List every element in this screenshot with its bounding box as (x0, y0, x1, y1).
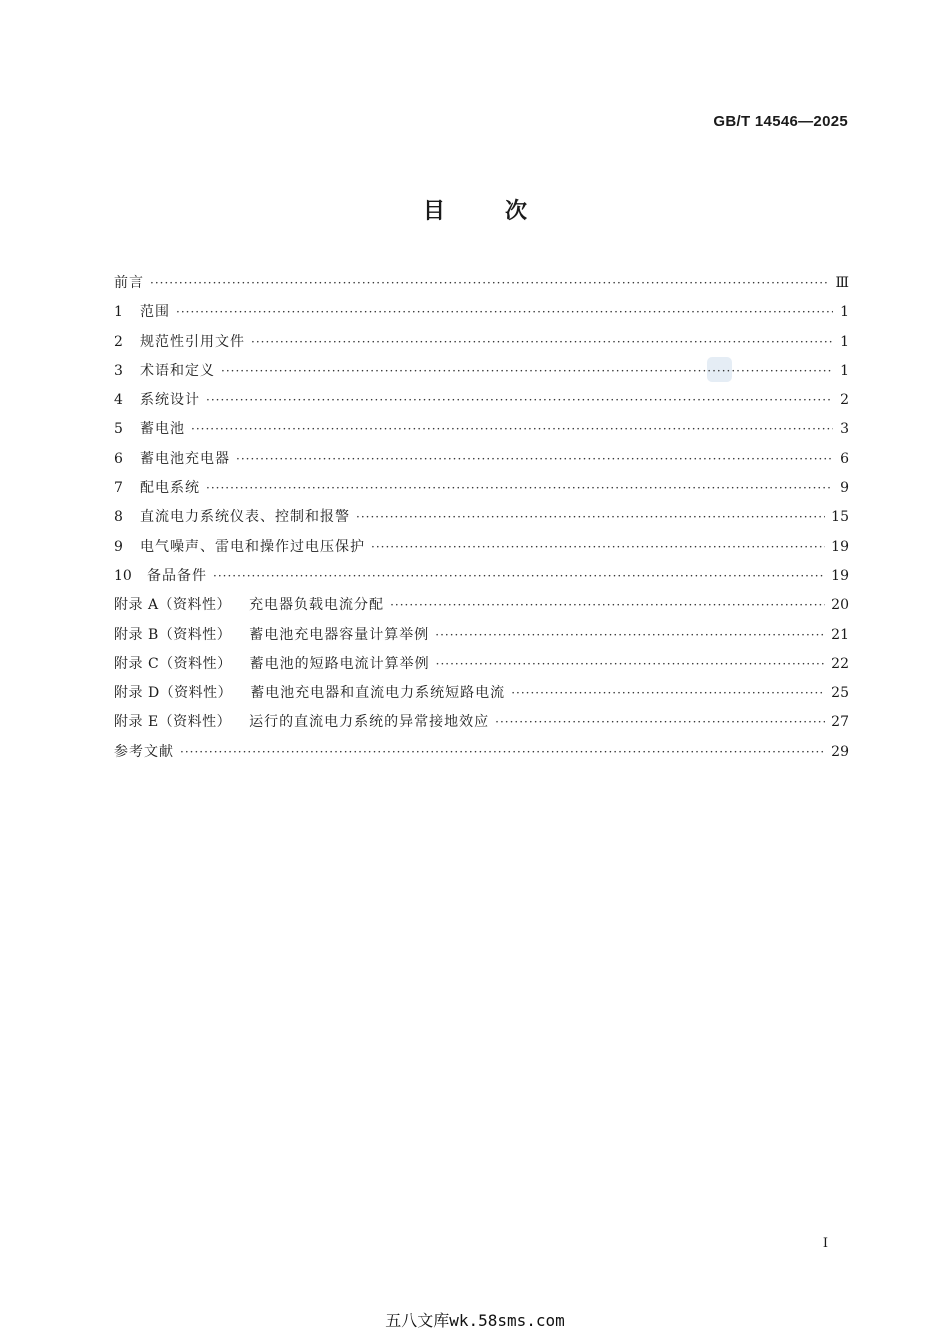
toc-entry-page: 29 (831, 743, 849, 760)
toc-dot-leader (180, 745, 825, 759)
toc-entry-page: 21 (831, 626, 849, 643)
page-title: 目次 (422, 199, 587, 224)
toc-entry-number: 1 (114, 304, 123, 321)
toc-entry[interactable] (114, 477, 849, 506)
toc-entry-page: 19 (831, 538, 849, 555)
toc-entry-label: 充电器负载电流分配 (249, 597, 385, 614)
toc-entry[interactable] (114, 653, 849, 682)
toc-entry-label: 前言 (114, 275, 144, 291)
toc-annex-prefix: 附录 C（资料性） (114, 655, 232, 672)
toc-dot-leader (236, 452, 833, 466)
toc-entry-page: 15 (831, 509, 849, 526)
toc-entry-label: 规范性引用文件 (140, 333, 245, 350)
toc-dot-leader (251, 335, 833, 349)
toc-entry[interactable] (114, 741, 849, 770)
toc-entry-number: 5 (114, 421, 123, 438)
toc-entry-number: 2 (114, 333, 123, 350)
toc-entry-label: 参考文献 (114, 743, 174, 760)
toc-dot-leader (176, 305, 833, 319)
toc-entry-number: 3 (114, 362, 123, 379)
toc-dot-leader (221, 364, 833, 378)
toc-entry[interactable] (114, 448, 849, 477)
toc-entry[interactable] (114, 624, 849, 653)
toc-dot-leader (206, 393, 833, 407)
toc-entry-page: 1 (840, 304, 849, 321)
toc-dot-leader (191, 422, 833, 436)
toc-dot-leader (356, 510, 825, 524)
toc-entry-page: 1 (840, 362, 849, 379)
toc-annex-prefix: 附录 D（资料性） (114, 685, 233, 702)
toc-annex-prefix: 附录 B（资料性） (114, 626, 232, 643)
toc-entry-label: 蓄电池的短路电流计算举例 (249, 655, 430, 672)
toc-dot-leader (150, 276, 829, 290)
toc-entry-page: 6 (840, 450, 849, 467)
toc-entry[interactable] (114, 594, 849, 623)
toc-dot-leader (206, 481, 833, 495)
toc-entry-label: 蓄电池充电器容量计算举例 (249, 626, 430, 643)
standard-code: GB/T 14546—2025 (713, 113, 848, 130)
toc-dot-leader (213, 569, 825, 583)
toc-entry-page: 19 (831, 567, 849, 584)
toc-entry-label: 蓄电池 (140, 421, 185, 438)
toc-entry-page: 1 (840, 333, 849, 350)
toc-entry[interactable] (114, 565, 849, 594)
toc-entry-number: 9 (114, 538, 123, 555)
toc-entry[interactable] (114, 418, 849, 447)
toc-entry-page: 22 (831, 655, 849, 672)
toc-entry-label: 电气噪声、雷电和操作过电压保护 (140, 538, 365, 555)
toc-entry-label: 范围 (140, 304, 170, 321)
toc-entry-label: 备品备件 (147, 567, 207, 584)
toc-entry[interactable] (114, 506, 849, 535)
toc-annex-prefix: 附录 A（资料性） (114, 597, 232, 614)
toc-entry-page: 3 (840, 421, 849, 438)
toc-entry[interactable] (114, 272, 849, 301)
toc-entry-page: 27 (831, 714, 849, 731)
toc-entry[interactable] (114, 682, 849, 711)
toc-entry-label: 蓄电池充电器和直流电力系统短路电流 (250, 685, 506, 702)
table-of-contents (114, 272, 849, 770)
toc-entry[interactable] (114, 389, 849, 418)
toc-entry-number: 10 (114, 567, 132, 584)
toc-entry-page: 9 (840, 480, 849, 497)
toc-entry-label: 配电系统 (140, 480, 200, 497)
toc-entry-page: 25 (831, 685, 849, 702)
toc-entry-label: 术语和定义 (140, 362, 215, 379)
toc-entry-page: 2 (840, 392, 849, 409)
toc-entry-number: 8 (114, 509, 123, 526)
toc-entry-page: 20 (831, 597, 849, 614)
toc-entry-label: 系统设计 (140, 392, 200, 409)
toc-annex-prefix: 附录 E（资料性） (114, 714, 232, 731)
toc-entry-number: 6 (114, 450, 123, 467)
toc-dot-leader (495, 715, 825, 729)
toc-entry-label: 蓄电池充电器 (140, 450, 230, 467)
footer-watermark: 五八文库wk.58sms.com (385, 1311, 565, 1330)
toc-entry-page: Ⅲ (835, 275, 849, 291)
toc-entry[interactable] (114, 331, 849, 360)
toc-dot-leader (371, 540, 825, 554)
page-number: I (822, 1236, 828, 1251)
toc-entry[interactable] (114, 711, 849, 740)
toc-dot-leader (435, 628, 825, 642)
toc-dot-leader (436, 657, 826, 671)
toc-entry-label: 直流电力系统仪表、控制和报警 (140, 509, 350, 526)
toc-entry-label: 运行的直流电力系统的异常接地效应 (249, 714, 490, 731)
toc-entry-number: 7 (114, 480, 123, 497)
toc-entry-number: 4 (114, 392, 123, 409)
toc-entry[interactable] (114, 301, 849, 330)
toc-dot-leader (511, 686, 825, 700)
toc-entry[interactable] (114, 536, 849, 565)
toc-dot-leader (390, 598, 825, 612)
toc-entry[interactable] (114, 360, 849, 389)
